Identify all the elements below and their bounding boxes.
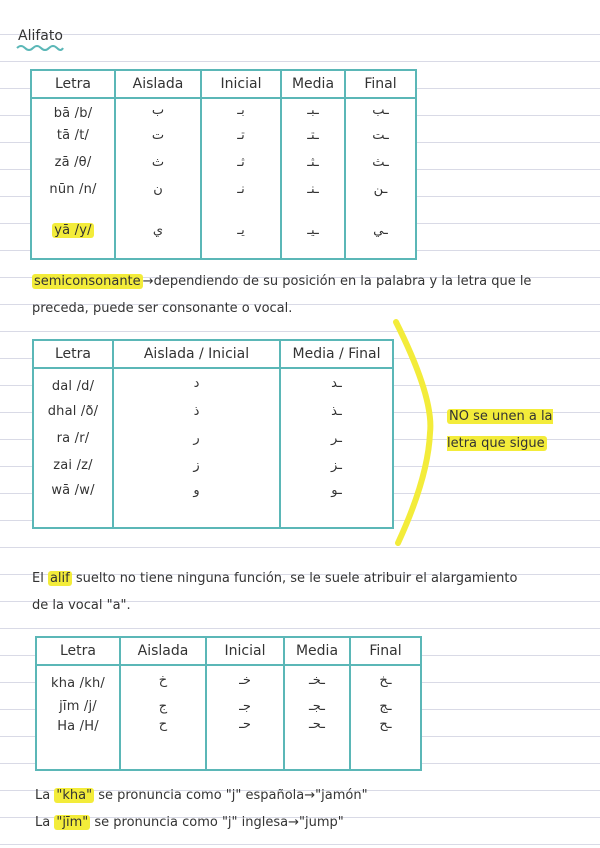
arrow-icon: → <box>142 274 154 289</box>
form-aislada: ح <box>120 717 206 770</box>
letter-name: nūn /n/ <box>49 182 97 197</box>
form-aislada-inicial: ر <box>113 425 280 452</box>
arrow-icon: → <box>304 788 316 803</box>
col-header-aislada-inicial: Aislada / Inicial <box>113 340 280 368</box>
side-note <box>447 403 582 457</box>
form-inicial: نـ <box>201 176 281 203</box>
col-header-aislada: Aislada <box>115 70 201 98</box>
form-media: ـجـ <box>284 695 350 717</box>
form-media: ـنـ <box>281 176 345 203</box>
form-media: ـحـ <box>284 717 350 770</box>
pronunciation-note <box>35 809 555 836</box>
form-media-final: ـر <box>280 425 393 452</box>
table-row <box>33 452 393 479</box>
col-header-media: Media <box>284 637 350 665</box>
table-row <box>31 149 416 176</box>
form-final: ـج <box>350 695 421 717</box>
letter-name: wā /w/ <box>51 483 95 498</box>
form-final: ـح <box>350 717 421 770</box>
highlight-term: "kha" <box>56 788 93 803</box>
form-aislada-inicial: د <box>113 368 280 398</box>
form-aislada: ن <box>115 176 201 203</box>
table-row <box>31 122 416 149</box>
table-row <box>31 203 416 259</box>
col-header-letra: Letra <box>36 637 120 665</box>
form-media: ـثـ <box>281 149 345 176</box>
note-text: suelto no tiene ninguna función, se le suele atribuir el alargamiento <box>75 571 518 586</box>
note-example: "jump" <box>299 815 344 830</box>
yellow-bracket <box>390 318 440 548</box>
col-header-media: Media <box>281 70 345 98</box>
col-header-inicial: Inicial <box>206 637 284 665</box>
note-prefix: La <box>35 815 51 830</box>
table-row <box>33 368 393 398</box>
form-final: ـي <box>345 203 416 259</box>
highlight-term: semiconsonante <box>34 274 141 289</box>
form-inicial: ثـ <box>201 149 281 176</box>
form-media-final: ـو <box>280 479 393 528</box>
note-text: se pronuncia como "j" española <box>98 788 305 803</box>
letter-name: bā /b/ <box>53 106 93 121</box>
alif-note <box>32 565 577 619</box>
letter-name-cell <box>31 203 115 259</box>
form-media-final: ـد <box>280 368 393 398</box>
pronunciation-notes <box>35 782 555 836</box>
note-text: se pronuncia como "j" inglesa <box>94 815 289 830</box>
arrow-icon: → <box>288 815 300 830</box>
form-aislada: ب <box>115 98 201 122</box>
form-inicial: جـ <box>206 695 284 717</box>
table-header-row <box>36 637 421 665</box>
table-row <box>33 398 393 425</box>
note-text: dependiendo de su posición en la palabra y la letra que le <box>153 274 532 289</box>
form-inicial: بـ <box>201 98 281 122</box>
highlight-term: alif <box>49 571 70 586</box>
col-header-letra: Letra <box>31 70 115 98</box>
form-final: ـت <box>345 122 416 149</box>
pronunciation-note <box>35 782 555 809</box>
table-row <box>36 717 421 770</box>
alphabet-table-3 <box>35 636 422 771</box>
form-media-final: ـذ <box>280 398 393 425</box>
letter-name: tā /t/ <box>56 128 90 143</box>
col-header-inicial: Inicial <box>201 70 281 98</box>
note-prefix: El <box>32 571 44 586</box>
letter-name: dhal /ð/ <box>47 404 99 419</box>
form-inicial: خـ <box>206 665 284 695</box>
note-line-1 <box>32 565 577 592</box>
col-header-final: Final <box>345 70 416 98</box>
form-aislada: ث <box>115 149 201 176</box>
form-media-final: ـز <box>280 452 393 479</box>
table-header-row <box>31 70 416 98</box>
table-row <box>31 176 416 203</box>
title-underline <box>16 44 64 52</box>
form-media: ـتـ <box>281 122 345 149</box>
highlight-term: "jīm" <box>56 815 89 830</box>
note-line-1 <box>32 268 572 295</box>
note-line-2: preceda, puede ser consonante o vocal. <box>32 301 293 316</box>
form-aislada: ي <box>115 203 201 259</box>
letter-name: ra /r/ <box>56 431 90 446</box>
form-aislada: ج <box>120 695 206 717</box>
note-prefix: La <box>35 788 51 803</box>
letter-name: kha /kh/ <box>51 676 105 691</box>
page-title: Alifato <box>18 28 63 44</box>
col-header-final: Final <box>350 637 421 665</box>
note-example: "jamón" <box>315 788 368 803</box>
form-final: ـخ <box>350 665 421 695</box>
form-media: ـخـ <box>284 665 350 695</box>
form-aislada: ت <box>115 122 201 149</box>
form-media: ـبـ <box>281 98 345 122</box>
alphabet-table-2 <box>32 339 394 529</box>
form-aislada-inicial: و <box>113 479 280 528</box>
table-row <box>31 98 416 122</box>
form-inicial: حـ <box>206 717 284 770</box>
form-aislada-inicial: ذ <box>113 398 280 425</box>
table-row <box>33 479 393 528</box>
note-line-2: de la vocal "a". <box>32 598 131 613</box>
alphabet-table-1 <box>30 69 417 260</box>
form-final: ـن <box>345 176 416 203</box>
form-final: ـب <box>345 98 416 122</box>
table-row <box>36 695 421 717</box>
highlighted-letter-name: yā /y/ <box>54 223 92 238</box>
col-header-letra: Letra <box>33 340 113 368</box>
form-inicial: يـ <box>201 203 281 259</box>
form-inicial: تـ <box>201 122 281 149</box>
letter-name: Ha /H/ <box>57 719 99 734</box>
form-aislada-inicial: ز <box>113 452 280 479</box>
letter-name: zā /θ/ <box>54 155 92 170</box>
form-final: ـث <box>345 149 416 176</box>
form-aislada: خ <box>120 665 206 695</box>
letter-name: zai /z/ <box>53 458 93 473</box>
letter-name: dal /d/ <box>51 379 95 394</box>
semiconsonant-note <box>32 268 572 322</box>
letter-name: jīm /j/ <box>59 698 97 714</box>
table-header-row <box>33 340 393 368</box>
side-note-text: NO se unen a la letra que sigue <box>447 409 553 451</box>
table-row <box>33 425 393 452</box>
col-header-aislada: Aislada <box>120 637 206 665</box>
col-header-media-final: Media / Final <box>280 340 393 368</box>
form-media: ـيـ <box>281 203 345 259</box>
table-row <box>36 665 421 695</box>
